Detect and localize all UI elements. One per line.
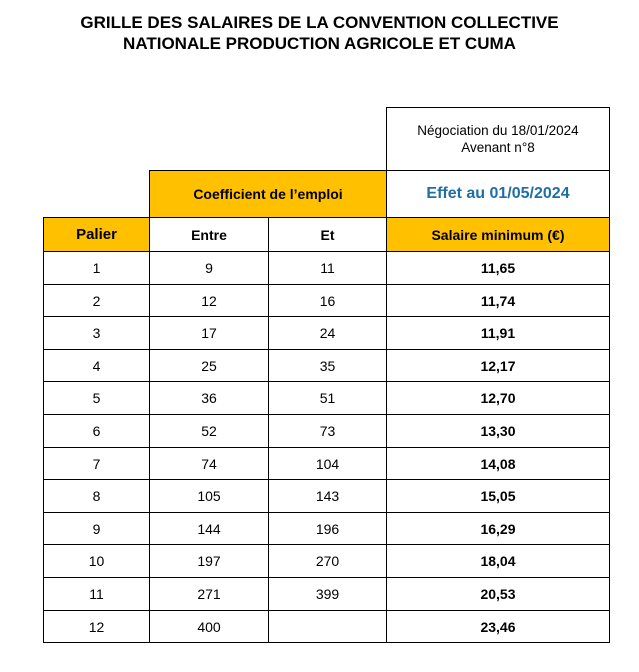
cell-et: 104 xyxy=(268,447,387,480)
cell-entre: 12 xyxy=(149,284,269,317)
cell-salaire: 16,29 xyxy=(386,512,610,545)
cell-entre: 271 xyxy=(149,577,269,611)
cell-salaire: 12,70 xyxy=(386,381,610,415)
avenant-number: Avenant n°8 xyxy=(461,140,535,155)
cell-salaire: 14,08 xyxy=(386,447,610,480)
cell-palier: 12 xyxy=(43,610,150,643)
cell-entre: 36 xyxy=(149,381,269,415)
cell-et: 399 xyxy=(268,577,387,611)
column-header-salaire: Salaire minimum (€) xyxy=(386,217,610,252)
negociation-date: Négociation du 18/01/2024 xyxy=(417,123,579,138)
coefficient-header: Coefficient de l’emploi xyxy=(149,170,387,218)
cell-et: 16 xyxy=(268,284,387,317)
cell-et: 11 xyxy=(268,251,387,285)
column-header-palier: Palier xyxy=(43,217,150,252)
cell-palier: 8 xyxy=(43,479,150,513)
cell-et: 24 xyxy=(268,316,387,350)
cell-palier: 2 xyxy=(43,284,150,317)
cell-palier: 9 xyxy=(43,512,150,545)
cell-entre: 197 xyxy=(149,544,269,578)
cell-salaire: 11,74 xyxy=(386,284,610,317)
cell-et: 51 xyxy=(268,381,387,415)
cell-entre: 74 xyxy=(149,447,269,480)
column-header-et: Et xyxy=(268,217,387,252)
cell-palier: 5 xyxy=(43,381,150,415)
cell-et: 35 xyxy=(268,349,387,382)
cell-salaire: 11,65 xyxy=(386,251,610,285)
cell-entre: 144 xyxy=(149,512,269,545)
cell-palier: 10 xyxy=(43,544,150,578)
cell-entre: 17 xyxy=(149,316,269,350)
cell-et xyxy=(268,610,387,643)
cell-entre: 105 xyxy=(149,479,269,513)
cell-palier: 4 xyxy=(43,349,150,382)
cell-entre: 400 xyxy=(149,610,269,643)
cell-palier: 1 xyxy=(43,251,150,285)
cell-palier: 11 xyxy=(43,577,150,611)
cell-salaire: 11,91 xyxy=(386,316,610,350)
cell-et: 143 xyxy=(268,479,387,513)
cell-entre: 9 xyxy=(149,251,269,285)
title-line-1: GRILLE DES SALAIRES DE LA CONVENTION COLLECTIVE xyxy=(80,13,559,32)
cell-salaire: 18,04 xyxy=(386,544,610,578)
cell-entre: 25 xyxy=(149,349,269,382)
negociation-cell xyxy=(386,107,610,171)
cell-palier: 7 xyxy=(43,447,150,480)
cell-palier: 3 xyxy=(43,316,150,350)
cell-salaire: 20,53 xyxy=(386,577,610,611)
cell-entre: 52 xyxy=(149,414,269,448)
cell-salaire: 13,30 xyxy=(386,414,610,448)
cell-salaire: 12,17 xyxy=(386,349,610,382)
cell-et: 270 xyxy=(268,544,387,578)
title-line-2: NATIONALE PRODUCTION AGRICOLE ET CUMA xyxy=(123,34,516,53)
cell-et: 196 xyxy=(268,512,387,545)
cell-palier: 6 xyxy=(43,414,150,448)
cell-salaire: 23,46 xyxy=(386,610,610,643)
cell-et: 73 xyxy=(268,414,387,448)
effet-date: Effet au 01/05/2024 xyxy=(386,170,610,218)
column-header-entre: Entre xyxy=(149,217,269,252)
cell-salaire: 15,05 xyxy=(386,479,610,513)
